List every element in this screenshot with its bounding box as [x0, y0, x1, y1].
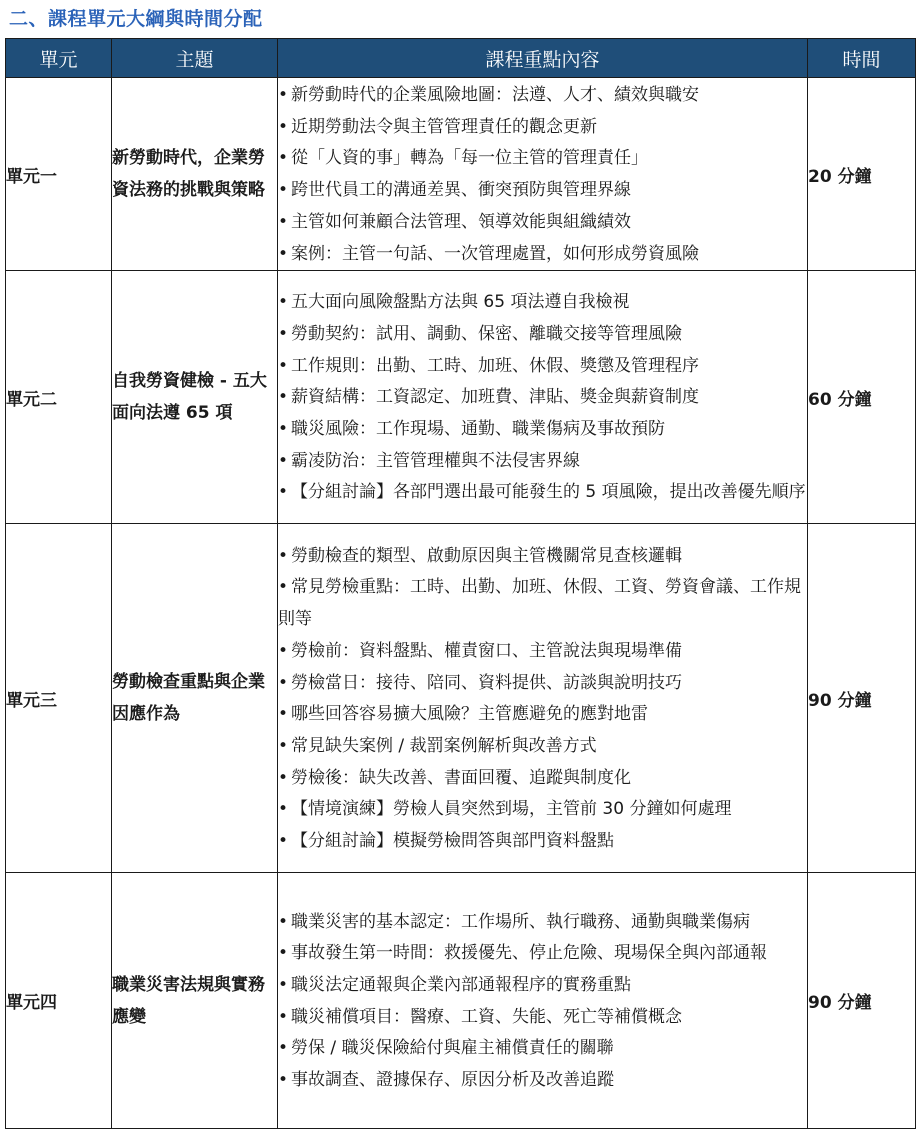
point-text: 案例：主管一句話、一次管理處置，如何形成勞資風險: [291, 243, 700, 264]
bullet-icon: •: [278, 180, 289, 201]
list-item: [278, 287, 807, 319]
bullet-icon: •: [278, 1038, 289, 1059]
list-item: [278, 699, 807, 731]
bullet-icon: •: [278, 1006, 289, 1027]
point-text: 事故發生第一時間：救援優先、停止危險、現場保全與內部通報: [291, 943, 768, 964]
table-row: [6, 873, 916, 1129]
point-text: 常見缺失案例 / 裁罰案例解析與改善方式: [291, 735, 597, 756]
bullet-icon: •: [278, 243, 289, 264]
point-text: 【分組討論】各部門選出最可能發生的 5 項風險，提出改善優先順序: [291, 482, 806, 503]
unit-cell: 單元三: [6, 524, 112, 873]
content-cell: [278, 524, 808, 873]
point-text: 霸凌防治：主管管理權與不法侵害界線: [291, 450, 581, 471]
bullet-icon: •: [278, 387, 289, 408]
point-text: 主管如何兼顧合法管理、領導效能與組織績效: [291, 211, 632, 232]
bullet-icon: •: [278, 911, 289, 932]
point-text: 從「人資的事」轉為「每一位主管的管理責任」: [291, 148, 649, 169]
point-text: 職業災害的基本認定：工作場所、執行職務、通勤與職業傷病: [291, 911, 751, 932]
point-text: 勞檢後：缺失改善、書面回覆、追蹤與制度化: [291, 767, 632, 788]
time-cell: 90 分鐘: [808, 524, 916, 873]
point-text: 勞檢當日：接待、陪同、資料提供、訪談與說明技巧: [291, 672, 683, 693]
bullet-icon: •: [278, 450, 289, 471]
point-text: 哪些回答容易擴大風險？主管應避免的應對地雷: [291, 704, 649, 725]
list-item: [278, 826, 807, 858]
section-title: 二、課程單元大綱與時間分配: [9, 8, 263, 30]
list-item: [278, 319, 807, 351]
bullet-icon: •: [278, 767, 289, 788]
list-item: [278, 1065, 807, 1097]
bullet-icon: •: [278, 85, 289, 105]
unit-cell: 單元二: [6, 271, 112, 524]
time-cell: 60 分鐘: [808, 271, 916, 524]
topic-cell: 勞動檢查重點與企業因應作為: [112, 524, 278, 873]
bullet-icon: •: [278, 831, 289, 852]
bullet-icon: •: [278, 640, 289, 661]
content-cell: [278, 78, 808, 271]
point-text: 職災法定通報與企業內部通報程序的實務重點: [291, 975, 632, 996]
point-text: 新勞動時代的企業風險地圖：法遵、人才、績效與職安: [291, 85, 700, 105]
point-text: 跨世代員工的溝通差異、衝突預防與管理界線: [291, 180, 632, 201]
list-item: [278, 351, 807, 383]
bullet-icon: •: [278, 211, 289, 232]
bullet-icon: •: [278, 704, 289, 725]
course-outline-table: [5, 38, 916, 1129]
point-text: 勞保 / 職災保險給付與雇主補償責任的關聯: [291, 1038, 614, 1059]
bullet-icon: •: [278, 482, 289, 503]
bullet-icon: •: [278, 355, 289, 376]
content-cell: [278, 873, 808, 1129]
list-item: [278, 143, 807, 175]
point-text: 近期勞動法令與主管管理責任的觀念更新: [291, 116, 598, 137]
list-item: [278, 1033, 807, 1065]
bullet-icon: •: [278, 116, 289, 137]
list-item: [278, 794, 807, 826]
list-item: [278, 80, 807, 112]
bullet-icon: •: [278, 545, 289, 566]
bullet-icon: •: [278, 577, 289, 598]
list-item: [278, 175, 807, 207]
list-item: [278, 636, 807, 668]
content-cell: [278, 271, 808, 524]
list-item: [278, 477, 807, 509]
topic-cell: 職業災害法規與實務應變: [112, 873, 278, 1129]
header-time: 時間: [808, 39, 916, 78]
bullet-icon: •: [278, 148, 289, 169]
point-text: 薪資結構：工資認定、加班費、津貼、獎金與薪資制度: [291, 387, 700, 408]
bullet-icon: •: [278, 419, 289, 440]
table-row: [6, 271, 916, 524]
bullet-icon: •: [278, 975, 289, 996]
list-item: [278, 382, 807, 414]
point-text: 勞動契約：試用、調動、保密、離職交接等管理風險: [291, 323, 683, 344]
bullet-icon: •: [278, 292, 289, 313]
list-item: [278, 907, 807, 939]
list-item: [278, 414, 807, 446]
time-cell: 90 分鐘: [808, 873, 916, 1129]
point-text: 【分組討論】模擬勞檢問答與部門資料盤點: [291, 831, 615, 852]
bullet-icon: •: [278, 1070, 289, 1091]
header-unit: 單元: [6, 39, 112, 78]
list-item: [278, 668, 807, 700]
list-item: [278, 541, 807, 573]
point-text: 職災風險：工作現場、通勤、職業傷病及事故預防: [291, 419, 666, 440]
point-text: 常見勞檢重點：工時、出勤、加班、休假、工資、勞資會議、工作規則等: [278, 577, 802, 630]
unit-cell: 單元四: [6, 873, 112, 1129]
table-row: [6, 78, 916, 271]
list-item: [278, 239, 807, 271]
point-text: 職災補償項目：醫療、工資、失能、死亡等補償概念: [291, 1006, 683, 1027]
point-text: 勞檢前：資料盤點、權責窗口、主管說法與現場準備: [291, 640, 683, 661]
point-text: 勞動檢查的類型、啟動原因與主管機關常見查核邏輯: [291, 545, 683, 566]
point-text: 工作規則：出勤、工時、加班、休假、獎懲及管理程序: [291, 355, 700, 376]
list-item: [278, 970, 807, 1002]
list-item: [278, 938, 807, 970]
table-row: [6, 524, 916, 873]
list-item: [278, 763, 807, 795]
list-item: [278, 731, 807, 763]
point-text: 五大面向風險盤點方法與 65 項法遵自我檢視: [291, 292, 630, 313]
bullet-icon: •: [278, 323, 289, 344]
list-item: [278, 572, 807, 635]
bullet-icon: •: [278, 672, 289, 693]
bullet-icon: •: [278, 943, 289, 964]
point-text: 事故調查、證據保存、原因分析及改善追蹤: [291, 1070, 615, 1091]
time-cell: 20 分鐘: [808, 78, 916, 271]
topic-cell: 新勞動時代，企業勞資法務的挑戰與策略: [112, 78, 278, 271]
header-topic: 主題: [112, 39, 278, 78]
list-item: [278, 207, 807, 239]
point-text: 【情境演練】勞檢人員突然到場，主管前 30 分鐘如何處理: [291, 799, 732, 820]
table-header-row: [6, 39, 916, 78]
bullet-icon: •: [278, 799, 289, 820]
header-content: 課程重點內容: [278, 39, 808, 78]
bullet-icon: •: [278, 735, 289, 756]
list-item: [278, 1002, 807, 1034]
unit-cell: 單元一: [6, 78, 112, 271]
list-item: [278, 112, 807, 144]
topic-cell: 自我勞資健檢 - 五大面向法遵 65 項: [112, 271, 278, 524]
list-item: [278, 446, 807, 478]
